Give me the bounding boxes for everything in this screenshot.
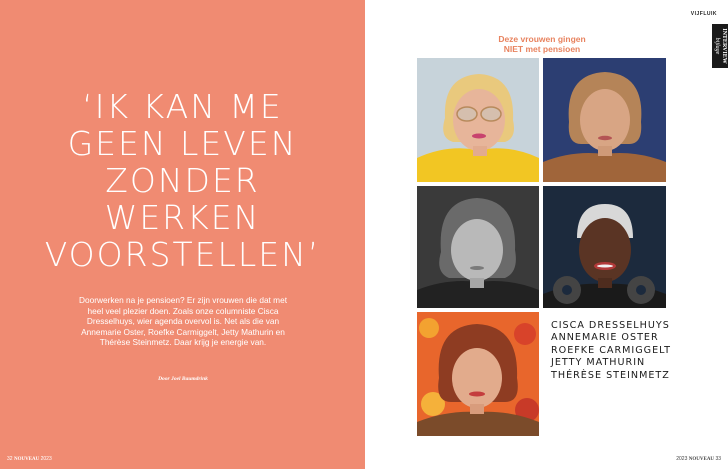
headline-line: GEEN LEVEN xyxy=(67,124,298,163)
section-tag: VIJFLUIK xyxy=(690,11,717,17)
page-number: 32 xyxy=(7,456,13,462)
page-number: 33 xyxy=(715,456,721,462)
person-name: ANNEMARIE OSTER xyxy=(551,332,659,344)
issue-year: 2023 xyxy=(676,456,688,462)
kicker-line2: NIET met pensioen xyxy=(503,44,581,54)
person-name: CISCA DRESSELHUYS xyxy=(551,320,670,331)
person-name: THÉRÈSE STEINMETZ xyxy=(551,369,670,381)
side-tab-line1: INTERVIEW xyxy=(721,28,727,64)
portrait-photo xyxy=(417,58,539,182)
issue-year: 2023 xyxy=(40,456,52,462)
magazine-name: NOUVEAU xyxy=(688,457,715,462)
headline-line: ‘IK KAN ME xyxy=(82,87,283,126)
folio-left xyxy=(7,456,52,462)
side-tab-line2: bijlage xyxy=(714,37,720,55)
headline-line: VOORSTELLEN’ xyxy=(44,235,321,274)
portrait-photo xyxy=(417,312,539,436)
headline-line: WERKEN xyxy=(104,198,261,237)
portrait-photo xyxy=(543,186,666,308)
headline-line: ZONDER xyxy=(105,161,260,200)
headline xyxy=(20,88,345,273)
person-name: ROEFKE CARMIGGELT xyxy=(551,344,672,356)
person-name: JETTY MATHURIN xyxy=(551,357,646,369)
kicker-line1: Deze vrouwen gingen xyxy=(498,34,586,44)
portrait-photo xyxy=(543,58,666,182)
right-page xyxy=(365,0,728,469)
names-list xyxy=(551,320,671,382)
byline: Door Joel Baumdrink xyxy=(158,376,208,382)
side-tab xyxy=(712,24,728,68)
side-tab-label xyxy=(713,28,727,63)
portrait-photo xyxy=(417,186,539,308)
intro-text: Doorwerken na je pensioen? Er zijn vrouwen die dat met heel veel plezier doen. Zoals onze columniste Cisca Dresselhuys, wier agenda overvol is. Net als die van Annemarie Oster, Roefke Carmiggelt, Jetty Mathurin en Thérèse Steinmetz. Daar krijg je energie van. xyxy=(79,295,287,348)
folio-right xyxy=(676,456,721,462)
kicker xyxy=(417,34,667,54)
magazine-name: NOUVEAU xyxy=(13,457,40,462)
